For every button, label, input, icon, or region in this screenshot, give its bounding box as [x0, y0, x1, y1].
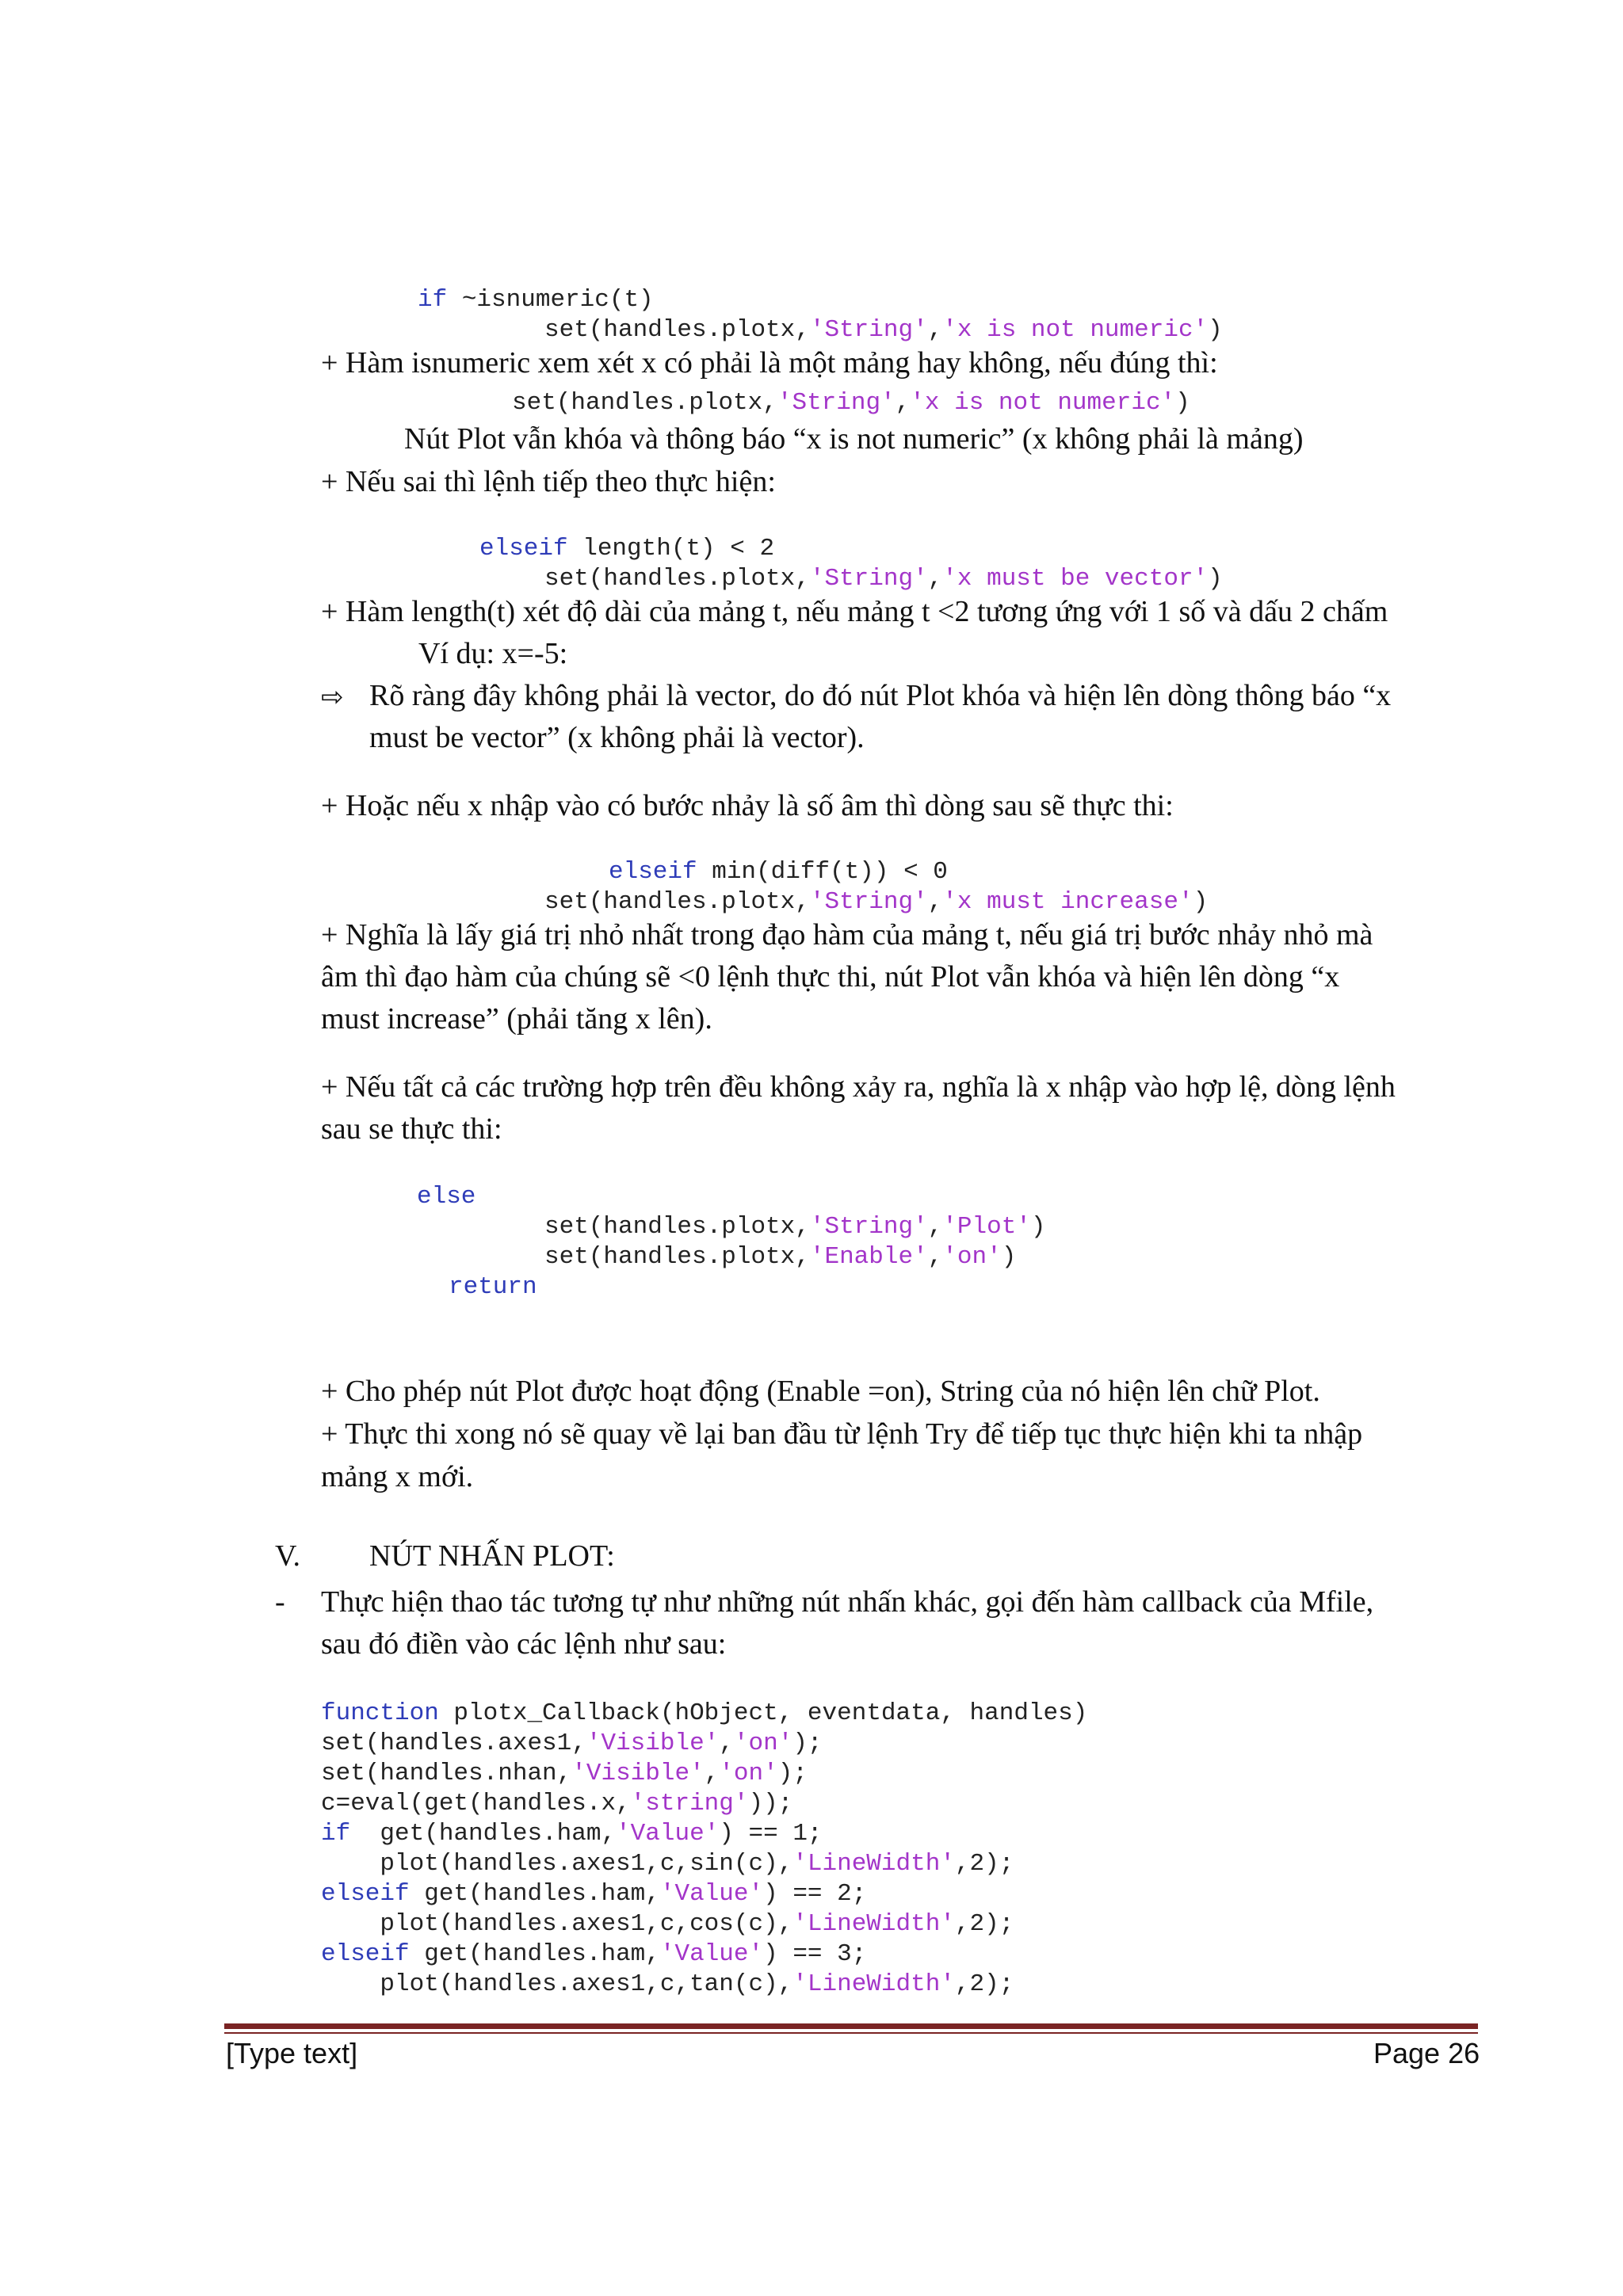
code-string: 'string' [630, 1790, 749, 1817]
code-string: 'x must increase' [942, 888, 1193, 916]
code-text: ,2); [954, 1850, 1014, 1878]
code-keyword: function [321, 1699, 439, 1727]
code-string: 'String' [809, 888, 928, 916]
paragraph-example: Ví dụ: x=-5: [418, 637, 568, 670]
code-line-set-nhan-visible [321, 1759, 808, 1789]
code-string: 'x is not numeric' [910, 389, 1176, 417]
code-keyword: elseif [609, 858, 697, 886]
code-line-elseif-value-3 [321, 1939, 866, 1970]
paragraph-min-diff-1: + Nghĩa là lấy giá trị nhỏ nhất trong đạo hàm của mảng t, nếu giá trị bước nhảy nhỏ mà [321, 918, 1373, 952]
section-title: NÚT NHẤN PLOT: [369, 1539, 615, 1573]
code-keyword: elseif [479, 535, 568, 563]
bullet-dash: - [275, 1585, 285, 1619]
code-text: get(handles.ham, [409, 1880, 660, 1908]
paragraph-return-try-2: mảng x mới. [321, 1460, 474, 1493]
code-text: ); [792, 1730, 823, 1757]
code-text: ) [1175, 389, 1190, 417]
paragraph-valid-2: sau se thực thi: [321, 1112, 502, 1146]
code-text: , [704, 1760, 720, 1787]
code-string: 'Visible' [571, 1760, 705, 1787]
code-text: plotx_Callback(hObject, eventdata, handles) [438, 1699, 1088, 1727]
code-text: ) [1208, 565, 1223, 593]
footer-left-text: [Type text] [226, 2037, 358, 2069]
code-keyword: elseif [321, 1940, 410, 1968]
code-text: ~isnumeric(t) [447, 286, 654, 314]
code-keyword: else [417, 1183, 476, 1211]
code-keyword: elseif [321, 1880, 410, 1908]
footer-rule-thin [224, 2032, 1478, 2034]
code-text: set(handles.plotx, [512, 389, 777, 417]
code-text: ) == 2; [763, 1880, 867, 1908]
paragraph-min-diff-3: must increase” (phải tăng x lên). [321, 1002, 712, 1035]
code-line-set-not-numeric-2 [512, 388, 1190, 418]
code-line-if-value-1 [321, 1819, 823, 1849]
paragraph-return-try-1: + Thực thi xong nó sẽ quay về lại ban đầu từ lệnh Try để tiếp tục thực hiện khi ta nhập [321, 1417, 1363, 1451]
code-text: ) == 1; [719, 1820, 823, 1848]
code-line-else [417, 1182, 475, 1212]
code-text: )); [748, 1790, 793, 1817]
code-text: plot(handles.axes1,c,cos(c), [321, 1910, 793, 1938]
code-line-set-must-increase [544, 887, 1208, 917]
code-keyword: return [449, 1273, 537, 1301]
code-text: , [719, 1730, 734, 1757]
code-text: set(handles.nhan, [321, 1760, 572, 1787]
paragraph-min-diff-2: âm thì đạo hàm của chúng sẽ <0 lệnh thực thi, nút Plot vẫn khóa và hiện lên dòng “x [321, 960, 1340, 994]
code-line-if-isnumeric [418, 285, 654, 315]
paragraph-plot-locked: Nút Plot vẫn khóa và thông báo “x is not numeric” (x không phải là mảng) [404, 422, 1304, 456]
code-line-plot-tan [321, 1970, 1014, 2000]
code-string: 'Plot' [942, 1213, 1031, 1241]
code-line-plot-sin [321, 1849, 1014, 1879]
code-text: , [927, 316, 943, 344]
code-string: 'String' [809, 565, 928, 593]
code-text: ) [1208, 316, 1223, 344]
code-text: , [895, 389, 911, 417]
code-string: 'String' [777, 389, 896, 417]
code-text: get(handles.ham, [350, 1820, 617, 1848]
code-line-elseif-min-diff [609, 857, 948, 887]
code-text: , [927, 565, 943, 593]
code-string: 'x is not numeric' [942, 316, 1209, 344]
code-string: 'String' [809, 1213, 928, 1241]
code-text: set(handles.plotx, [544, 1213, 810, 1241]
code-string: 'on' [719, 1760, 778, 1787]
paragraph-enable-plot: + Cho phép nút Plot được hoạt động (Enable =on), String của nó hiện lên chữ Plot. [321, 1375, 1320, 1408]
code-text: set(handles.plotx, [544, 1243, 810, 1271]
code-text: ,2); [954, 1910, 1014, 1938]
paragraph-if-false: + Nếu sai thì lệnh tiếp theo thực hiện: [321, 465, 776, 498]
code-text: , [927, 1213, 943, 1241]
code-string: 'Value' [659, 1940, 764, 1968]
code-line-elseif-length [479, 534, 774, 564]
code-text: plot(handles.axes1,c,sin(c), [321, 1850, 793, 1878]
paragraph-not-vector-1: Rõ ràng đây không phải là vector, do đó nút Plot khóa và hiện lên dòng thông báo “x [369, 679, 1392, 712]
code-text: set(handles.plotx, [544, 888, 810, 916]
code-text: ); [777, 1760, 808, 1787]
paragraph-negative-step: + Hoặc nếu x nhập vào có bước nhảy là số âm thì dòng sau sẽ thực thi: [321, 789, 1174, 822]
code-line-set-must-be-vector [544, 564, 1223, 594]
code-text: ) [1030, 1213, 1046, 1241]
code-text: plot(handles.axes1,c,tan(c), [321, 1970, 793, 1998]
code-line-eval [321, 1789, 792, 1819]
paragraph-isnumeric: + Hàm isnumeric xem xét x có phải là một mảng hay không, nếu đúng thì: [321, 346, 1218, 379]
code-text: set(handles.plotx, [544, 316, 810, 344]
code-text: c=eval(get(handles.x, [321, 1790, 631, 1817]
code-text: set(handles.axes1, [321, 1730, 586, 1757]
code-text: , [927, 1243, 943, 1271]
code-line-set-not-numeric [544, 315, 1223, 345]
code-string: 'Value' [659, 1880, 764, 1908]
code-text: get(handles.ham, [409, 1940, 660, 1968]
code-text: set(handles.plotx, [544, 565, 810, 593]
arrow-right-icon: ⇨ [321, 681, 344, 713]
code-keyword: if [418, 286, 448, 314]
code-text: , [927, 888, 943, 916]
paragraph-plot-button-2: sau đó điền vào các lệnh như sau: [321, 1627, 727, 1661]
paragraph-not-vector-2: must be vector” (x không phải là vector). [369, 721, 865, 754]
paragraph-length: + Hàm length(t) xét độ dài của mảng t, nếu mảng t <2 tương ứng với 1 số và dấu 2 chấm [321, 595, 1388, 628]
code-string: 'LineWidth' [792, 1970, 955, 1998]
code-text: length(t) < 2 [567, 535, 775, 563]
code-string: 'on' [942, 1243, 1002, 1271]
code-text: ) [1193, 888, 1209, 916]
paragraph-valid-1: + Nếu tất cả các trường hợp trên đều không xảy ra, nghĩa là x nhập vào hợp lệ, dòng lệnh [321, 1070, 1396, 1104]
code-string: 'LineWidth' [792, 1850, 955, 1878]
code-string: 'Visible' [586, 1730, 720, 1757]
code-string: 'on' [733, 1730, 793, 1757]
code-string: 'Value' [616, 1820, 720, 1848]
code-line-return [449, 1272, 537, 1302]
code-string: 'LineWidth' [792, 1910, 955, 1938]
code-string: 'Enable' [809, 1243, 928, 1271]
code-text: ) == 3; [763, 1940, 867, 1968]
code-line-set-axes-visible [321, 1729, 823, 1759]
code-text: ) [1001, 1243, 1017, 1271]
paragraph-plot-button-1: Thực hiện thao tác tương tự như những nút nhấn khác, gọi đến hàm callback của Mfile, [321, 1585, 1374, 1619]
footer-rule-thick [224, 2023, 1478, 2029]
code-line-elseif-value-2 [321, 1879, 866, 1909]
footer-page-number: Page 26 [1373, 2037, 1480, 2069]
code-line-set-string-plot [544, 1212, 1046, 1242]
code-string: 'String' [809, 316, 928, 344]
code-line-plot-cos [321, 1909, 1014, 1939]
code-keyword: if [321, 1820, 351, 1848]
section-number: V. [275, 1539, 301, 1573]
code-string: 'x must be vector' [942, 565, 1209, 593]
code-text: min(diff(t)) < 0 [697, 858, 948, 886]
code-line-set-enable-on [544, 1242, 1016, 1272]
code-line-function [321, 1699, 1087, 1729]
code-text: ,2); [954, 1970, 1014, 1998]
